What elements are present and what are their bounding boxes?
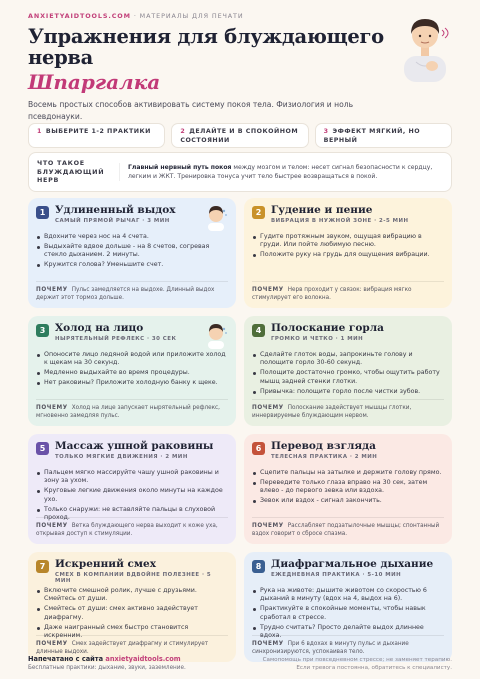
card-title: Холод на лицо [55,322,144,334]
person-mini-icon [202,203,230,231]
card-why: ПОЧЕМУ Нерв проходит у связок: вибрация мягко стимулирует его волокна. [252,281,444,302]
intro-text: Восемь простых способов активировать систему покоя тела. Физиология и ноль псевдонауки. [28,100,354,121]
card-tag: ВИБРАЦИЯ В НУЖНОЙ ЗОНЕ · 2-5 МИН [271,218,409,224]
exercise-card-5 [28,434,236,544]
card-head [252,440,444,466]
card-number: 8 [252,560,265,573]
card-title: Искренний смех [55,558,156,570]
card-item: Нет раковины? Приложите холодную банку к щеке. [36,379,228,387]
card-title: Диафрагмальное дыхание [271,558,434,570]
card-list [252,233,444,260]
brand-tagline: · МАТЕРИАЛЫ ДЛЯ ПЕЧАТИ [130,12,244,20]
card-item: Круговые легкие движения около минуты на каждое ухо. [36,487,228,504]
card-item: Выдыхайте вдвое дольше - на 8 счетов, согревая стекло дыханием. 2 минуты. [36,243,228,260]
card-title: Массаж ушной раковины [55,440,214,452]
card-item: Пальцем мягко массируйте чашу ушной раковины и зону за ухом. [36,469,228,486]
card-why: ПОЧЕМУ Смех задействует диафрагму и стимулирует длинные выдохи. [36,635,228,656]
exercise-card-1 [28,198,236,308]
card-item: Вдохните через нос на 4 счета. [36,233,228,241]
card-item: Привычка: полощите горло после чистки зубов. [252,388,444,396]
card-number: 5 [36,442,49,455]
card-number: 3 [36,324,49,337]
person-mini-icon [202,321,230,349]
card-list [252,587,444,640]
card-title: Удлиненный выдох [55,204,176,216]
nerve-text: Главный нервный путь покоя между мозгом и телом: несет сигнал безопасности к сердцу, легким и ЖКТ. Тренировка тонуса учит тело быстрее возвращаться в покой. [119,163,451,181]
card-list [252,469,444,506]
card-tag: ГРОМКО И ЧЕТКО · 1 МИН [271,336,364,342]
card-tag: ТЕЛЕСНАЯ ПРАКТИКА · 2 МИН [271,454,378,460]
card-number: 1 [36,206,49,219]
card-list [36,469,228,522]
card-item: Сцепите пальцы на затылке и держите голову прямо. [252,469,444,477]
card-list [36,587,228,640]
exercise-grid [28,198,452,662]
card-number: 2 [252,206,265,219]
nerve-label: ЧТО ТАКОЕ БЛУЖДАЮЩИЙ НЕРВ [37,159,105,185]
footer-sub: Бесплатные практики: дыхание, звуки, заземление. [28,665,186,671]
card-item: Опоносите лицо ледяной водой или приложите холод к щекам на 30 секунд. [36,351,228,368]
card-tag: ТОЛЬКО МЯГКИЕ ДВИЖЕНИЯ · 2 МИН [55,454,188,460]
card-why: ПОЧЕМУ Расслабляет подзатылочные мышцы; спонтанный вздох говорит о сбросе спазма. [252,517,444,538]
card-head [36,558,228,584]
card-item: Включите смешной ролик, лучше с друзьями. Смейтесь от души. [36,587,228,604]
step-1: 1 ВЫБЕРИТЕ 1-2 ПРАКТИКИ [28,123,165,148]
card-item: Переведите только глаза вправо на 30 сек, затем влево - до первого зевка или вздоха. [252,479,444,496]
card-item: Полощите достаточно громко, чтобы ощутить работу мышц задней стенки глотки. [252,369,444,386]
card-item: Даже наигранный смех быстро становится искренним. [36,624,228,641]
card-item: Гудите протяжным звуком, ощущая вибрацию в груди. Или пойте любимую песню. [252,233,444,250]
card-tag: СМЕХ В КОМПАНИИ ВДВОЙНЕ ПОЛЕЗНЕЕ · 5 МИН [55,572,212,584]
person-illustration [396,10,454,82]
card-item: Смейтесь от души: смех активно задействует диафрагму. [36,605,228,622]
nerve-definition [28,152,452,192]
card-why: ПОЧЕМУ Пульс замедляется на выдохе. Длинный выдох держит этот тормоз дольше. [36,281,228,302]
exercise-card-3 [28,316,236,426]
footer-printed: Напечатано с сайта anxietyaidtools.com [28,655,181,663]
card-title: Гудение и пение [271,204,373,216]
card-list [252,351,444,396]
exercise-card-2 [244,198,452,308]
exercise-card-7 [28,552,236,662]
card-item: Только снаружи: не вставляйте пальцы в слуховой проход. [36,506,228,523]
card-item: Кружится голова? Уменьшите счет. [36,261,228,269]
card-item: Трудно считать? Просто делайте выдох длиннее вдоха. [252,624,444,641]
card-why: ПОЧЕМУ Полоскание задействует мышцы глотки, иннервируемые блуждающим нервом. [252,399,444,420]
card-item: Рука на животе: дышите животом со скоростью 6 дыханий в минуту (вдох на 4, выдох на 6). [252,587,444,604]
step-2: 2 ДЕЛАЙТЕ И В СПОКОЙНОМ СОСТОЯНИИ [171,123,308,148]
card-why: ПОЧЕМУ Холод на лице запускает нырятельный рефлекс, мгновенно замедляя пульс. [36,399,228,420]
card-item: Положите руку на грудь для ощущения вибрации. [252,251,444,259]
card-tag: НЫРЯТЕЛЬНЫЙ РЕФЛЕКС · 30 СЕК [55,336,177,342]
card-head [36,204,228,230]
card-head [252,322,444,348]
footer-note: Самопомощь при повседневном стрессе; не заменяет терапию. Если тревога постоянна, обратитесь к специалисту. [262,657,452,671]
steps-bar [28,123,452,148]
card-head [252,204,444,230]
card-item: Медленно выдыхайте во время процедуры. [36,369,228,377]
card-tag: ЕЖЕДНЕВНАЯ ПРАКТИКА · 5-10 МИН [271,572,402,578]
footer [28,655,452,671]
card-number: 4 [252,324,265,337]
page-subtitle: Шпаргалка [28,70,161,94]
card-why: ПОЧЕМУ При 6 вдохах в минуту пульс и дыхание синхронизируются, успокаивая тело. [252,635,444,656]
footer-link[interactable]: anxietyaidtools.com [105,655,181,663]
page-title: Упражнения для блуждающего нерва [28,25,384,69]
card-title: Полоскание горла [271,322,384,334]
card-item: Зевок или вздох - сигнал закончить. [252,497,444,505]
card-list [36,233,228,270]
step-3: 3 ЭФФЕКТ МЯГКИЙ, НО ВЕРНЫЙ [315,123,452,148]
card-why: ПОЧЕМУ Ветка блуждающего нерва выходит к коже уха, открывая доступ к стимуляции. [36,517,228,538]
card-title: Перевод взгляда [271,440,376,452]
card-number: 6 [252,442,265,455]
card-tag: САМЫЙ ПРЯМОЙ РЫЧАГ · 3 МИН [55,218,170,224]
card-list [36,351,228,388]
card-head [36,440,228,466]
card-item: Сделайте глоток воды, запрокиньте голову и полощите горло 30-60 секунд. [252,351,444,368]
brand-line [28,12,244,20]
exercise-card-4 [244,316,452,426]
card-head [36,322,228,348]
card-head [252,558,444,584]
card-item: Практикуйте в спокойные моменты, чтобы навык сработал в стрессе. [252,605,444,622]
exercise-card-6 [244,434,452,544]
brand-site[interactable]: ANXIETYAIDTOOLS.COM [28,12,131,20]
exercise-card-8 [244,552,452,662]
card-number: 7 [36,560,49,573]
